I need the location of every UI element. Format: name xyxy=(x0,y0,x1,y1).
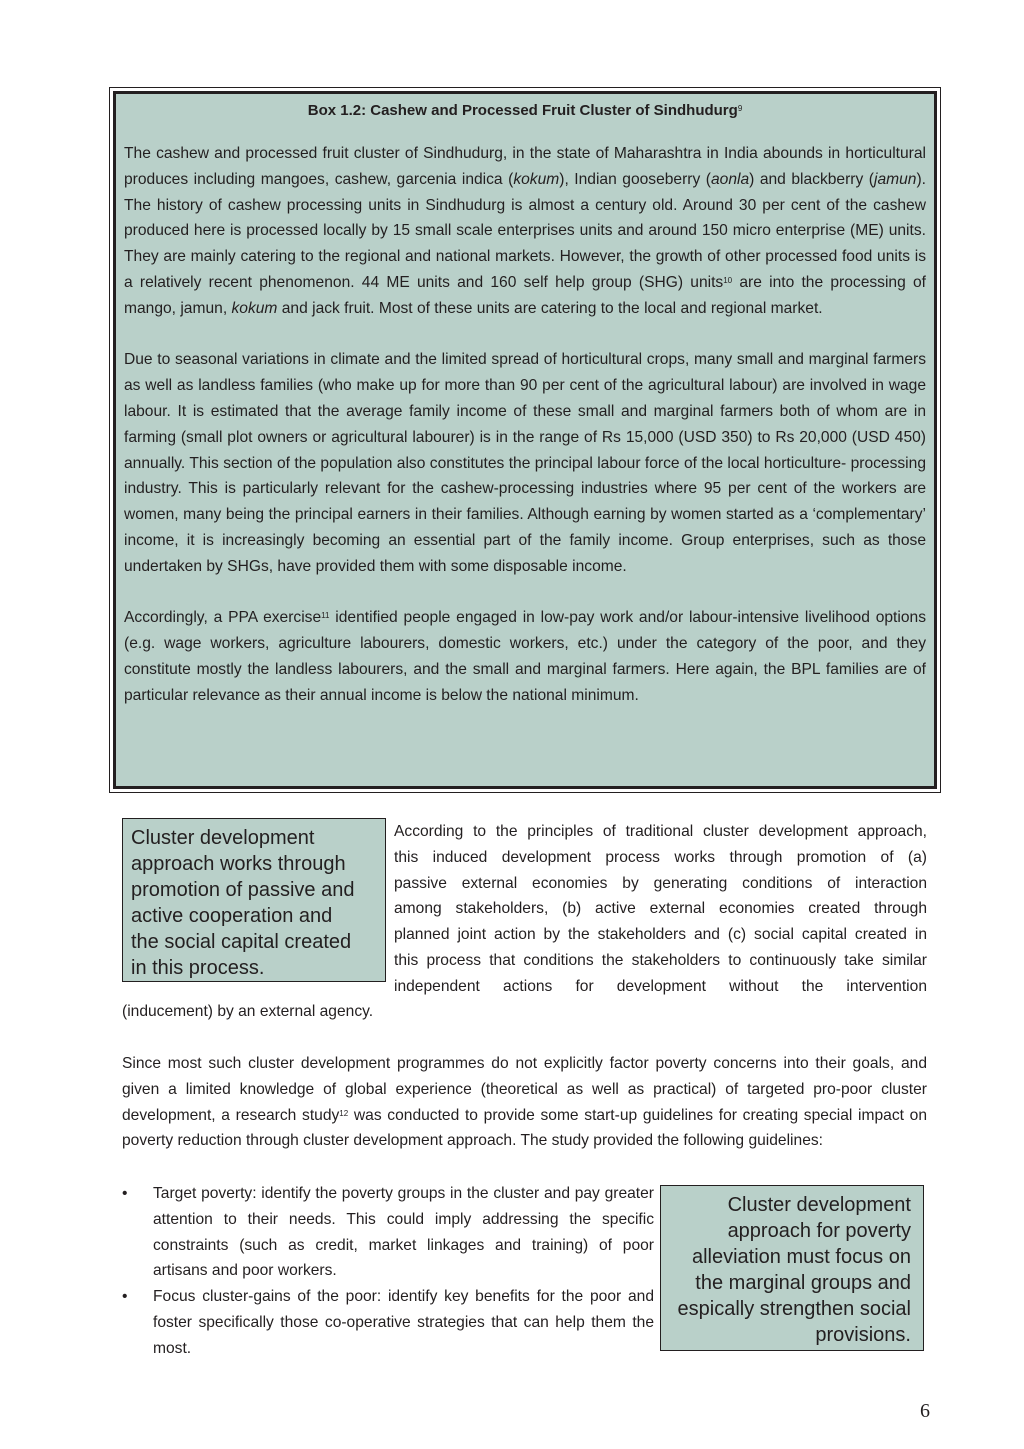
footnote-ref-10[interactable]: 10 xyxy=(723,275,733,285)
pull-quote-poverty-alleviation xyxy=(660,1185,924,1351)
case-study-box-body xyxy=(113,91,937,789)
text-run: Since most such cluster development programmes do not explicitly factor poverty concerns into their goals, and given a limited knowledge of global experience (theoretical as well as practical) of targeted pro-poor cluster development, a research study xyxy=(122,1055,927,1124)
paragraph-line: planned joint action by the stakeholders and (c) social capital created in xyxy=(394,926,927,944)
text-run: ). The history of cashew processing units in Sindhudurg is almost a century old. Around 30 per cent of the cashew produced here is processed locally by 15 small scale enterprises units and around 150 micro enterprise (ME) units. They are mainly catering to the regional and national markets. However, the growth of other processed food units is a relatively recent phenomenon. 44 ME units and 160 self help group (SHG) units xyxy=(124,170,926,291)
pull-quote-cluster-approach xyxy=(122,818,386,982)
list-item xyxy=(122,1284,654,1361)
pull-quote-line: Cluster development xyxy=(727,1194,911,1216)
pull-quote-line: the marginal groups and xyxy=(695,1272,911,1294)
pull-quote-line: approach for poverty xyxy=(727,1220,911,1242)
paragraph-principles-tail: (inducement) by an external agency. xyxy=(122,1003,374,1020)
box-title xyxy=(124,100,926,122)
text-run: was conducted to provide some start-up guidelines for creating special impact on poverty reduction through cluster development approach. The study provided the following guidelines: xyxy=(122,1106,927,1150)
text-run: and jack fruit. Most of these units are catering to the local and regional market. xyxy=(277,299,823,317)
italic-term: aonla xyxy=(710,170,750,188)
pull-quote-line: espically strengthen social xyxy=(677,1298,911,1320)
footnote-ref-11[interactable]: 11 xyxy=(321,611,330,621)
paragraph-line: this process that conditions the stakeholders to continuously take similar xyxy=(394,951,927,969)
text-run: identified people engaged in low-pay work and/or labour-intensive livelihood options (e.g. wage workers, agriculture labourers, domestic workers, etc.) under the category of the poor, and they constitute mostly the landless labourers, and the small and marginal farmers. Here again, the BPL families are of particular relevance as their annual income is below the national minimum. xyxy=(124,609,926,704)
box-paragraph-1 xyxy=(124,141,926,322)
text-run: Accordingly, a PPA exercise xyxy=(124,609,322,627)
paragraph-line: According to the principles of traditional cluster development approach, xyxy=(394,823,927,840)
list-item-text: Focus cluster-gains of the poor: identify key benefits for the poor and foster specifically those co-operative strategies that can help them the most. xyxy=(153,1288,654,1357)
box-paragraph-3 xyxy=(124,605,926,708)
pull-quote-line: Cluster development xyxy=(131,827,315,849)
paragraph-line: among stakeholders, (b) active external economies created through xyxy=(394,900,927,918)
pull-quote-line: promotion of passive and xyxy=(131,879,355,901)
text-run: The cashew and processed fruit cluster of Sindhudurg, in the state of Maharashtra in India abounds in horticultural produces including mangoes, cashew, garcenia indica ( xyxy=(124,145,926,188)
bullet-icon: • xyxy=(122,1185,128,1202)
footnote-ref-12[interactable]: 12 xyxy=(339,1108,349,1118)
italic-term: kokum xyxy=(231,299,278,317)
box-paragraph-2: Due to seasonal variations in climate and the limited spread of horticultural crops, many small and marginal farmers as well as landless families (who make up for more than 90 per cent of the agricultural labour) are involved in wage labour. It is estimated that the average family income of these small and marginal farmers both of whom are in farming (small plot owners or agricultural labourer) is in the range of Rs 15,000 (USD 350) to Rs 20,000 (USD 450) annually. This section of the population also constitutes the principal labour force of the local horticulture- processing industry. This is particularly relevant for the cashew-processing industries where 95 per cent of the workers are women, many being the principal earners in their families. Although earning by women started as a ‘complementary’ income, it is increasingly becoming an essential part of the family income. Group enterprises, such as those undertaken by SHGs, have provided them with some disposable income. xyxy=(124,351,926,575)
footnote-ref-9[interactable]: 9 xyxy=(737,104,743,113)
paragraph-line: passive external economies by generating conditions of interaction xyxy=(394,874,927,892)
pull-quote-line: provisions. xyxy=(815,1324,911,1346)
pull-quote-line: active cooperation and xyxy=(131,905,333,927)
guidelines-list xyxy=(122,1181,654,1362)
pull-quote-line: approach works through xyxy=(131,853,346,875)
list-item-text: Target poverty: identify the poverty groups in the cluster and pay greater attention to their needs. This could imply addressing the specific constraints (such as credit, market linkages and training) of poor artisans and poor workers. xyxy=(153,1185,654,1280)
text-run: ), Indian gooseberry ( xyxy=(559,170,711,188)
case-study-box xyxy=(109,87,941,793)
pull-quote-line: in this process. xyxy=(131,957,265,979)
text-run: ) and blackberry ( xyxy=(749,170,874,188)
paragraph-line: independent actions for development without the intervention xyxy=(394,977,927,995)
pull-quote-line: alleviation must focus on xyxy=(691,1246,911,1268)
paragraph-research-study xyxy=(122,1051,927,1154)
italic-term: kokum xyxy=(513,170,560,188)
italic-term: jamun xyxy=(873,170,917,188)
page-number: 6 xyxy=(920,1400,930,1422)
pull-quote-line: the social capital created xyxy=(131,931,352,953)
paragraph-principles xyxy=(394,819,927,1000)
paragraph-line: this induced development process works through promotion of (a) xyxy=(394,848,927,866)
bullet-icon: • xyxy=(122,1288,128,1306)
box-title-text: Box 1.2: Cashew and Processed Fruit Cluster of Sindhudurg xyxy=(307,102,738,119)
list-item xyxy=(122,1181,654,1284)
text-run: are into the processing of mango, jamun, xyxy=(124,273,926,317)
